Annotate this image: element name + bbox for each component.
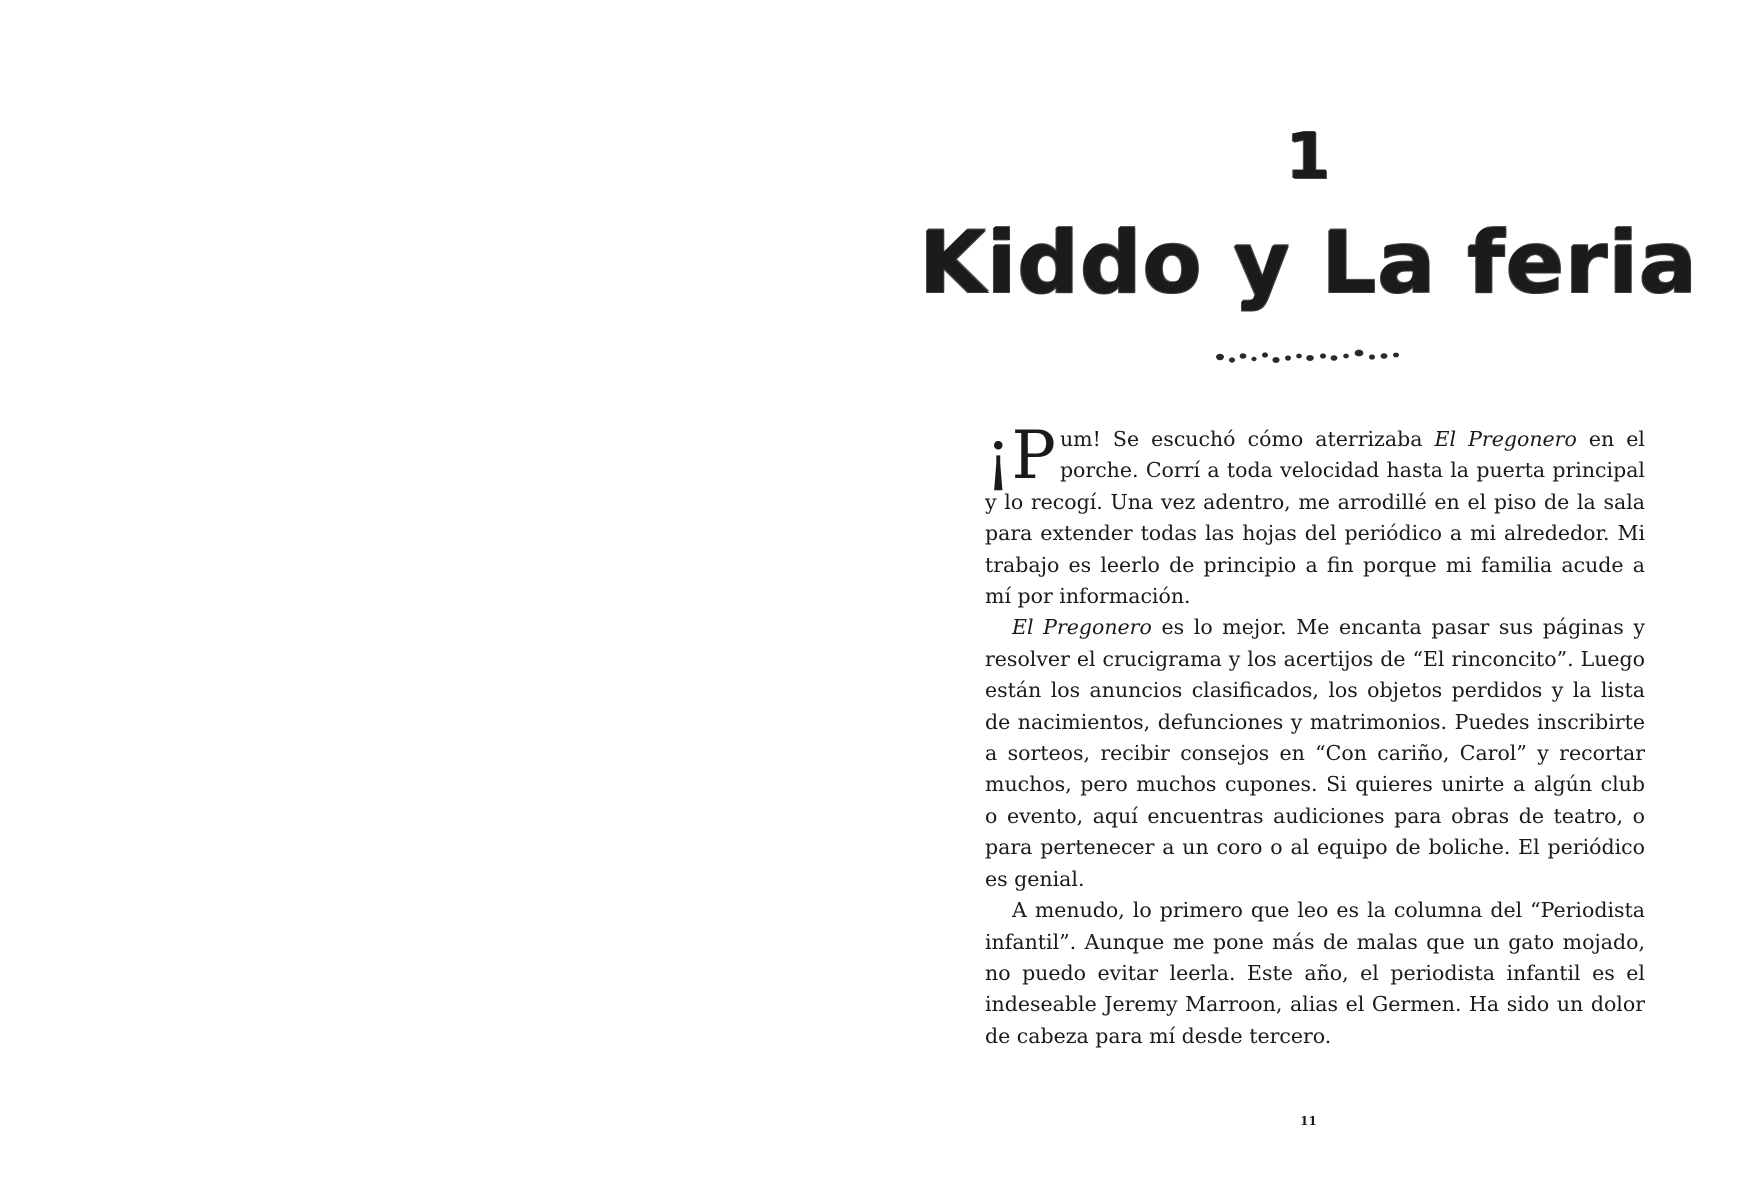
paragraph-2 — [985, 612, 1645, 895]
left-page-blank — [0, 0, 872, 1200]
drop-cap: ¡P — [985, 417, 1056, 494]
newspaper-title: El Pregonero — [1012, 615, 1152, 640]
paragraph-3 — [985, 895, 1645, 1052]
paragraph-1-lead: um! Se escuchó cómo aterrizaba — [1059, 427, 1435, 451]
chapter-title: Kiddo y La feria — [919, 213, 1698, 313]
paragraph-1-rest: en el porche. Corrí a toda velocidad hasta la puerta principal y lo recogí. Una vez adentro, me arrodillé en el piso de la sala para extender todas las hojas del periódico a mi alrededor. Mi trabajo es leerlo de principio a fin porque mi familia acude a mí por información. — [985, 427, 1645, 609]
right-page — [872, 0, 1745, 1200]
paragraph-2-rest: es lo mejor. Me encanta pasar sus páginas y resolver el crucigrama y los acertijos de “El rinconcito”. Luego están los anuncios clasificados, los objetos perdidos y la lista de nacimientos, defunciones y matrimonios. Puedes inscribirte a sorteos, recibir consejos en “Con cariño, Carol” y recortar muchos, pero muchos cupones. Si quieres unirte a algún club o evento, aquí encuentras audiciones para obras de teatro, o para pertenecer a un coro o al equipo de boliche. El periódico es genial. — [985, 615, 1645, 891]
paragraph-1 — [985, 417, 1645, 612]
page-number: 11 — [1300, 1114, 1317, 1128]
chapter-number: 1 — [1285, 120, 1332, 194]
chapter-body — [985, 417, 1645, 1052]
paragraph-3-text: A menudo, lo primero que leo es la columna del “Periodista infantil”. Aunque me pone más de malas que un gato mojado, no puedo evitar leerla. Este año, el periodista infantil es el indeseable Jeremy Marroon, alias el Germen. Ha sido un dolor de cabeza para mí desde tercero. — [985, 898, 1645, 1048]
dotted-line-ornament-icon — [1212, 344, 1412, 368]
newspaper-title: El Pregonero — [1434, 427, 1577, 451]
